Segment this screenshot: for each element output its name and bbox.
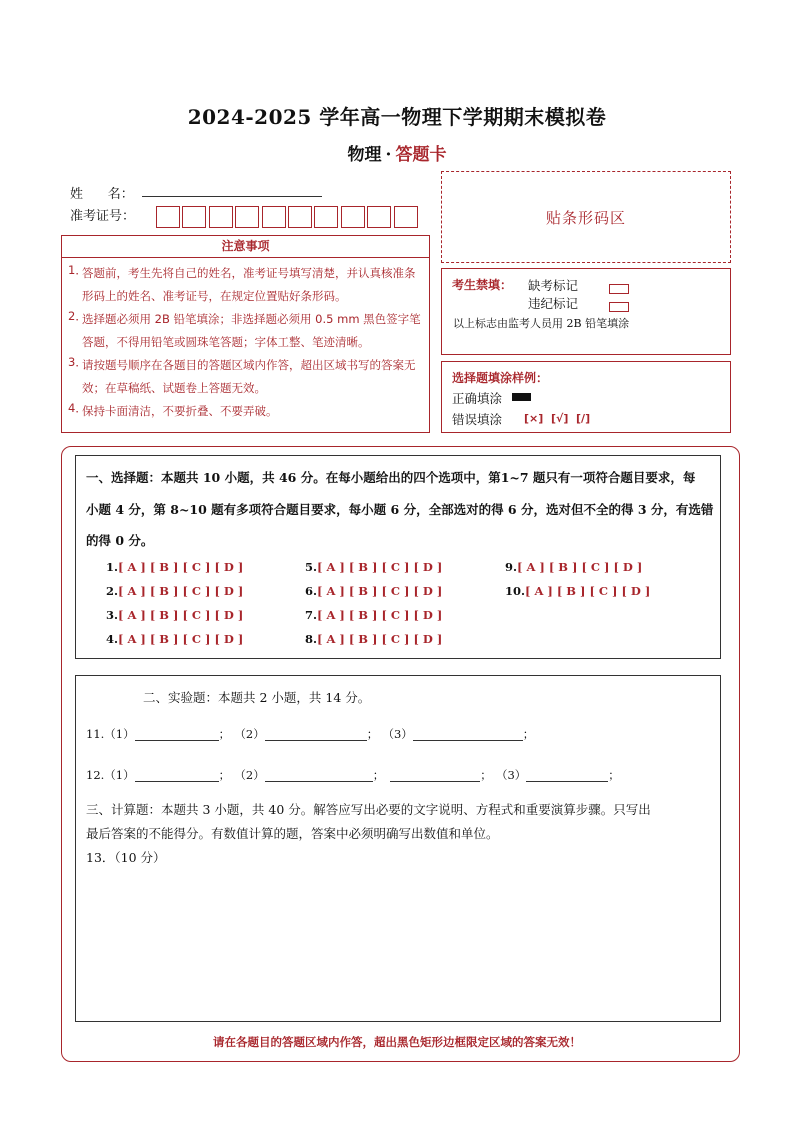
semicolon: ；: [372, 768, 385, 782]
question-number: 2.: [106, 584, 119, 598]
notice-heading: 注意事项: [61, 235, 430, 258]
exam-id-boxes[interactable]: [156, 206, 420, 228]
exam-id-label: 准考证号：: [70, 209, 136, 224]
q11-part-label: （2）: [240, 727, 265, 741]
question-number: 9.: [505, 560, 518, 574]
section3-intro-line2: 最后答案的不能得分。有数值计算的题，答案中必须明确写出数值和单位。: [86, 826, 499, 841]
choice-options[interactable]: [ A ] [ B ] [ C ] [ D ]: [317, 560, 443, 574]
q11-row: [86, 726, 534, 742]
correct-fill-mark: [512, 393, 531, 401]
choice-options[interactable]: [ A ] [ B ] [ C ] [ D ]: [118, 632, 244, 646]
choice-question[interactable]: [305, 560, 442, 574]
fill-sample-box: [441, 361, 731, 433]
name-field[interactable]: [142, 196, 322, 197]
q12-row: [86, 767, 620, 783]
barcode-label: 贴条形码区: [545, 208, 626, 227]
exam-id-box[interactable]: [262, 206, 286, 228]
subtitle-subject: 物理: [347, 145, 382, 165]
prohibition-note: 以上标志由监考人员用 2B 铅笔填涂: [453, 317, 630, 330]
exam-id-box[interactable]: [394, 206, 418, 228]
semicolon: ；: [218, 768, 231, 782]
choice-options[interactable]: [ A ] [ B ] [ C ] [ D ]: [118, 560, 244, 574]
section2-heading: 二、实验题：本题共 2 小题，共 14 分。: [143, 690, 371, 705]
correct-fill-label: 正确填涂: [452, 391, 503, 406]
question-number: 8.: [305, 632, 318, 646]
choice-question[interactable]: [305, 608, 442, 622]
semicolon: ；: [218, 727, 231, 741]
q11-part-label: （1）: [104, 727, 135, 741]
choice-question[interactable]: [106, 608, 243, 622]
notice-item-text: 保持卡面清洁，不要折叠、不要弄破。: [82, 404, 278, 418]
choice-question[interactable]: [106, 560, 243, 574]
question-number: 10.: [505, 584, 526, 598]
notice-item-number: 2．: [68, 309, 87, 323]
q11-part-label: （3）: [388, 727, 413, 741]
notice-item-text: 选择题必须用 2B 铅笔填涂；非选择题必须用 0.5 mm 黑色签字笔答题，不得用铅笔或圆珠笔答题；字体工整、笔迹清晰。: [82, 312, 421, 349]
q11-blank-3[interactable]: [413, 740, 523, 741]
exam-id-box[interactable]: [156, 206, 180, 228]
page-subtitle: [0, 140, 794, 165]
wrong-mark: [/]: [576, 412, 591, 425]
choice-options[interactable]: [ A ] [ B ] [ C ] [ D ]: [317, 632, 443, 646]
q12-number: 12.: [86, 768, 105, 782]
notice-item-number: 4．: [68, 401, 87, 415]
notice-item: [68, 400, 423, 423]
choice-options[interactable]: [ A ] [ B ] [ C ] [ D ]: [118, 584, 244, 598]
subtitle-card-type: 答题卡: [395, 145, 447, 165]
name-label: 姓 名：: [70, 187, 134, 202]
prohibition-box: [441, 268, 731, 355]
barcode-area: [441, 171, 731, 263]
exam-id-box[interactable]: [314, 206, 338, 228]
notice-item-text: 答题前，考生先将自己的姓名，准考证号填写清楚，并认真核准条形码上的姓名、准考证号，在规定位置贴好条形码。: [82, 266, 416, 303]
q12-blank-3[interactable]: [390, 781, 480, 782]
semicolon: ；: [480, 768, 492, 782]
q12-part-label: （2）: [240, 768, 265, 782]
notice-item-text: 请按题号顺序在各题目的答题区域内作答，超出区域书写的答案无效；在草稿纸、试题卷上答题无效。: [82, 358, 416, 395]
q12-blank-2[interactable]: [265, 781, 373, 782]
choice-question[interactable]: [305, 632, 442, 646]
section2-section3: [75, 675, 721, 1022]
page-title: 2024-2025 学年高一物理下学期期末模拟卷: [187, 105, 607, 129]
prohibition-label: 考生禁填：: [452, 278, 513, 292]
q12-blank-1[interactable]: [135, 781, 219, 782]
exam-id-box[interactable]: [367, 206, 391, 228]
exam-id-box[interactable]: [209, 206, 233, 228]
semicolon: ；: [522, 727, 535, 741]
question-number: 4.: [106, 632, 119, 646]
exam-id-box[interactable]: [182, 206, 206, 228]
exam-id-box[interactable]: [288, 206, 312, 228]
wrong-mark: [×]: [524, 412, 544, 425]
wrong-mark: [√]: [550, 412, 569, 425]
question-number: 3.: [106, 608, 119, 622]
q12-part-label: （1）: [104, 768, 135, 782]
choice-options[interactable]: [ A ] [ B ] [ C ] [ D ]: [317, 584, 443, 598]
section3-intro-line1: 三、计算题：本题共 3 小题，共 40 分。解答应写出必要的文字说明、方程式和重要演算步骤。只写出: [86, 802, 651, 817]
subtitle-dot: ·: [385, 145, 392, 165]
question-number: 5.: [305, 560, 318, 574]
notice-item-number: 1．: [68, 263, 87, 277]
q13-label: 13．（10 分）: [86, 850, 166, 865]
violation-mark-label: 违纪标记: [528, 296, 579, 311]
semicolon: ；: [366, 727, 379, 741]
absent-mark-box[interactable]: [609, 284, 629, 294]
section1-intro-line3: 的得 0 分。: [86, 533, 154, 548]
question-number: 1.: [106, 560, 119, 574]
exam-id-box[interactable]: [235, 206, 259, 228]
section1-intro-line2: 小题 4 分，第 8~10 题有多项符合题目要求，每小题 6 分，全部选对的得 6 分，选对但不全的得 3 分，有选错: [86, 502, 714, 517]
q11-blank-1[interactable]: [135, 740, 219, 741]
question-number: 7.: [305, 608, 318, 622]
choice-question[interactable]: [106, 632, 243, 646]
notice-item: [68, 308, 423, 354]
q13-answer-area[interactable]: [86, 872, 710, 1012]
exam-id-box[interactable]: [341, 206, 365, 228]
violation-mark-box[interactable]: [609, 302, 629, 312]
q12-blank-4[interactable]: [526, 781, 608, 782]
choice-question[interactable]: [505, 560, 642, 574]
choice-question[interactable]: [305, 584, 442, 598]
wrong-fill-marks: [524, 412, 590, 425]
question-number: 6.: [305, 584, 318, 598]
notice-item: [68, 354, 423, 400]
q11-number: 11.: [86, 727, 105, 741]
absent-mark-label: 缺考标记: [528, 278, 579, 293]
notice-item: [68, 262, 423, 308]
choice-question[interactable]: [505, 584, 650, 598]
q11-blank-2[interactable]: [265, 740, 367, 741]
notice-body: [61, 258, 430, 433]
wrong-fill-label: 错误填涂: [452, 412, 503, 427]
section1-intro-line1: 一、选择题：本题共 10 小题，共 46 分。在每小题给出的四个选项中，第1~7 题只有一项符合题目要求，每: [86, 470, 696, 485]
choice-options[interactable]: [ A ] [ B ] [ C ] [ D ]: [118, 608, 244, 622]
q12-part-label: （3）: [501, 768, 527, 782]
fill-sample-heading: 选择题填涂样例：: [452, 371, 549, 385]
choice-question[interactable]: [106, 584, 243, 598]
choice-options[interactable]: [ A ] [ B ] [ C ] [ D ]: [517, 560, 643, 574]
semicolon: ；: [608, 768, 620, 782]
choice-options[interactable]: [ A ] [ B ] [ C ] [ D ]: [525, 584, 651, 598]
choice-options[interactable]: [ A ] [ B ] [ C ] [ D ]: [317, 608, 443, 622]
section1-choice: [75, 455, 721, 659]
notice-item-number: 3．: [68, 355, 87, 369]
footer-note: 请在各题目的答题区域内作答，超出黑色矩形边框限定区域的答案无效！: [213, 1035, 581, 1049]
